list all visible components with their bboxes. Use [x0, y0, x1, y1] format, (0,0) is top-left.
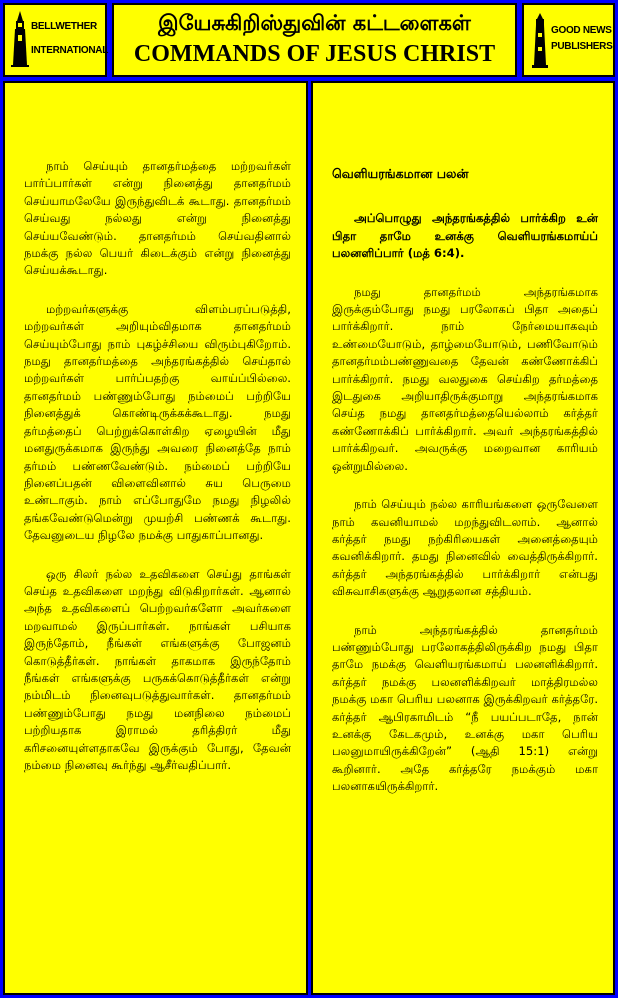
scripture-verse: அப்பொழுது அந்தரங்கத்தில் பார்க்கிற உன் பிதா தாமே உனக்கு வெளியரங்கமாய்ப் பலனளிப்பார் (மத் 6:4). — [332, 211, 598, 261]
bell-tower-icon — [11, 11, 29, 67]
bellwether-logo-line1: BELLWETHER — [31, 21, 97, 32]
title-english: COMMANDS OF JESUS CHRIST — [133, 41, 496, 67]
right-paragraph-1: நமது தானதர்மம் அந்தரங்கமாக இருக்கும்போது நமது பரலோகப் பிதா அதைப் பார்க்கிறார். நாம் நேர்மையாகவும் உண்மையோடும், தாழ்மையோடும், பணிவோடும் தானதர்மம்பண்ணுவதை தேவன் கண்ணோக்கிப் பார்க்கிறார். நமது வலதுகை செய்கிற தர்மத்தை இடதுகை அறியாதிருக்குமாறு அந்தரங்கமாக செய்த நமது தானதர்மத்தையெல்லாம் கர்த்தர் கண்ணோக்கிப் பார்க்கிறார். அவர் அந்தரங்கத்தில் பார்க்கிறவர். அவருக்கு மறைவான காரியம் ஒன்றுமில்லை. — [332, 284, 598, 473]
left-column — [3, 81, 308, 995]
good-news-logo-line1: GOOD NEWS — [551, 25, 612, 36]
section-heading: வெளியரங்கமான பலன் — [332, 166, 469, 181]
left-paragraph-3: ஒரு சிலர் நல்ல உதவிகளை செய்து தாங்கள் செய்த உதவிகளை மறந்து விடுகிறார்கள். ஆனால் அந்த உதவிகளைப் பெற்றவர்களோ அவர்களை மறவாமல் இருப்பார்கள். நாங்கள் பசியாக இருந்தோம், நீங்கள் எங்களுக்கு போஜனம் கொடுத்தீர்கள். நாங்கள் தாகமாக இருந்தோம் நீங்கள் எங்களுக்கு பருகக்கொடுத்தீர்கள் என்று நம்மிடம் நினைவுபடுத்துவார்கள். தானதர்மம் பண்ணும்போது நமது மனநிலை நம்மைப் பற்றியதாக இராமல் தரித்திரர் மீது கரிசனையுள்ளதாகவே இருக்கும் போது, தேவன் நம்மை நினைவு கூர்ந்து ஆசீர்வதிப்பார். — [24, 566, 291, 772]
right-paragraph-3: நாம் அந்தரங்கத்தில் தானதர்மம் பண்ணும்போது பரலோகத்திலிருக்கிற நமது பிதா தாமே நமக்கு வெளியரங்கமாய் பலனளிக்கிறார். கர்த்தர் நமக்கு பலனளிக்கிறவர் மாத்திரமல்ல நமக்கு மகா பெரிய பலனாக இருக்கிறவர் கர்த்தரே. கர்த்தர் ஆபிரகாமிடம் “நீ பயப்படாதே, நான் உனக்கு கேடகமும், உனக்கு மகா பெரிய பலனுமாயிருக்கிறேன்” (ஆதி 15:1) என்று கூறினார். அதே கர்த்தரே நமக்கும் மகா பலனாகயிருக்கிறார். — [332, 622, 598, 794]
bellwether-logo-line2: INTERNATIONAL — [31, 45, 109, 56]
page-header — [112, 3, 517, 77]
left-paragraph-1: நாம் செய்யும் தானதர்மத்தை மற்றவர்கள் பார்ப்பார்கள் என்று நினைத்து தானதர்மம் செய்யாமலேயே இருந்துவிடக் கூடாது. தானதர்மம் செய்வது நல்லது என்று நினைத்து செய்யவேண்டும். தானதர்மம் செய்வதினால் நமக்கு நல்ல பெயர் கிடைக்கும் என்று நினைத்து செய்யக்கூடாது. — [24, 159, 291, 278]
title-tamil: இயேசுகிறிஸ்துவின் கட்டளைகள் — [158, 11, 471, 35]
right-paragraph-2: நாம் செய்யும் நல்ல காரியங்களை ஒருவேளை நாம் கவனியாமல் மறந்துவிடலாம். ஆனால் கர்த்தர் நமது நற்கிரியைகள் அனைத்தையும் கவனிக்கிறார். தமது நினைவில் வைத்திருக்கிறார். கர்த்தர் அந்தரங்கத்தில் பார்க்கிறார் என்பது விசுவாசிகளுக்கு ஆறுதலான சத்தியம். — [332, 497, 598, 599]
good-news-logo — [522, 3, 615, 77]
bellwether-logo — [3, 3, 107, 77]
left-paragraph-2: மற்றவர்களுக்கு விளம்பரப்படுத்தி, மற்றவர்கள் அறியும்விதமாக தானதர்மம் செய்யும்போது நாம் புகழ்ச்சியை விரும்புகிறோம். நமது தானதர்மத்தை அந்தரங்கத்தில் செய்தால் மற்றவர்கள் பார்ப்பதற்கு வாய்ப்பில்லை. தானதர்மம் பண்ணும்போது நம்மைப் பற்றியே நினைத்துக் கொண்டிருக்கக்கூடாது. நமது தர்மத்தைப் பெற்றுக்கொள்கிற ஏழையின் மீது மனதுருக்கமாக இருந்து அவரை நினைத்தே நாம் தர்மம் பண்ணவேண்டும். நம்மைப் பற்றியே நினைப்பதன் விளைவினால் சுய பெருமை உண்டாகும். நாம் எப்போதுமே நமது நிழலில் தங்கவேண்டுமென்று முயற்சி பண்ணக் கூடாது. தேவனுடைய நிழலே நமக்கு பாதுகாப்பானது. — [24, 301, 291, 543]
right-column — [311, 81, 615, 995]
lighthouse-icon — [532, 13, 548, 69]
good-news-logo-line2: PUBLISHERS — [551, 41, 613, 52]
